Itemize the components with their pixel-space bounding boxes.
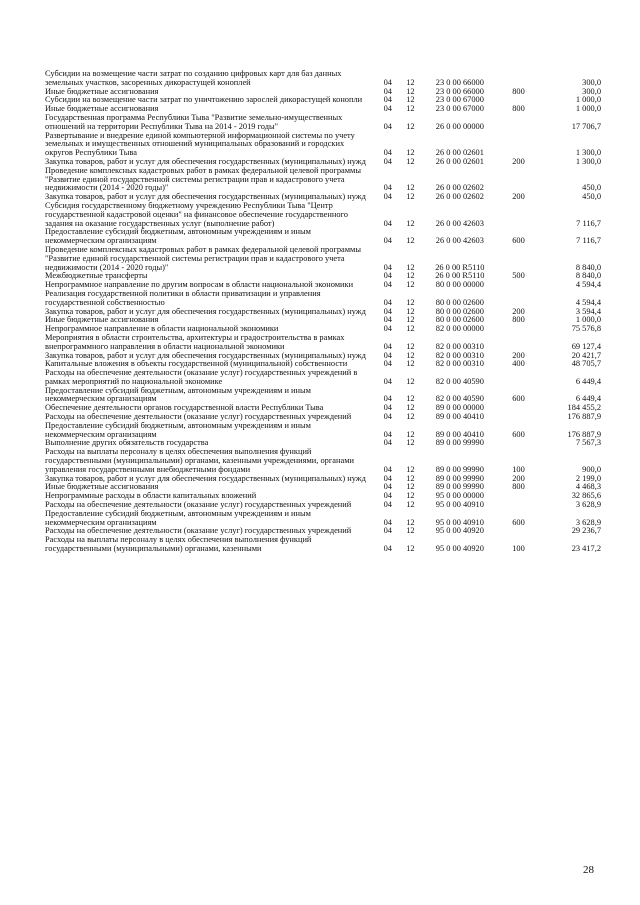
- row-expense-type: [498, 114, 539, 132]
- row-section: 04: [383, 148, 392, 158]
- row-amount: 3 628,9: [575, 500, 601, 510]
- row-target-code: 82 0 00 40590: [435, 394, 484, 404]
- row-subsection: 12: [406, 104, 415, 114]
- row-name: Капитальные вложения в объекты государственной (муниципальной) собственности: [45, 359, 348, 369]
- row-section: 04: [383, 183, 392, 193]
- table-row: [45, 290, 605, 308]
- table-row: [45, 369, 605, 387]
- row-name: Закупка товаров, работ и услуг для обеспечения государственных (муниципальных) нужд: [45, 192, 366, 202]
- row-section: 04: [383, 192, 392, 202]
- row-section: 04: [383, 324, 392, 334]
- table-row: [45, 387, 605, 405]
- row-expense-type: 800: [512, 482, 525, 492]
- row-name: Иные бюджетные ассигнования: [45, 315, 159, 325]
- row-expense-type: 600: [512, 429, 525, 439]
- table-row: [45, 228, 605, 246]
- row-amount: 1 300,0: [575, 148, 601, 158]
- row-section: 04: [383, 438, 392, 448]
- row-subsection: 12: [406, 341, 415, 351]
- row-amount: 29 236,7: [571, 526, 601, 536]
- row-section: 04: [383, 236, 392, 246]
- row-section: 04: [383, 500, 392, 510]
- row-subsection: 12: [406, 121, 415, 131]
- row-name: Выполнение других обязательств государства: [45, 438, 209, 448]
- table-row: [45, 132, 605, 158]
- row-section: 04: [383, 315, 392, 325]
- row-name: Предоставление субсидий бюджетным, автономным учреждениям и иным некоммерческим организациям: [45, 385, 311, 404]
- row-subsection: 12: [406, 280, 415, 290]
- row-subsection: 12: [406, 324, 415, 334]
- row-amount: 184 455,2: [567, 403, 601, 413]
- row-name: Расходы на обеспечение деятельности (оказание услуг) государственных учреждений: [45, 500, 352, 510]
- row-name: Иные бюджетные ассигнования: [45, 86, 159, 96]
- row-expense-type: [498, 439, 539, 448]
- row-amount: 300,0: [582, 77, 601, 87]
- row-target-code: 80 0 00 02600: [435, 315, 484, 325]
- row-expense-type: 200: [512, 192, 525, 202]
- row-expense-type: 200: [512, 306, 525, 316]
- row-expense-type: [498, 501, 539, 510]
- row-target-code: 26 0 00 42603: [435, 218, 484, 228]
- row-name: Предоставление субсидий бюджетным, автономным учреждениям и иным некоммерческим организациям: [45, 508, 311, 527]
- row-target-code: 95 0 00 00000: [435, 491, 484, 501]
- row-section: 04: [383, 464, 392, 474]
- table-row: [45, 334, 605, 352]
- row-section: 04: [383, 350, 392, 360]
- row-subsection: 12: [406, 95, 415, 105]
- row-amount: 176 887,9: [567, 429, 601, 439]
- row-name: Расходы на выплаты персоналу в целях обеспечения выполнения функций государственными (муниципальными) органами, казенными учреждениями, органами управления государственными внебюджетными фондами: [45, 447, 354, 474]
- row-expense-type: [498, 413, 539, 422]
- row-name: Закупка товаров, работ и услуг для обеспечения государственных (муниципальных) нужд: [45, 350, 366, 360]
- row-amount: 300,0: [582, 86, 601, 96]
- row-expense-type: [498, 281, 539, 290]
- row-amount: 1 300,0: [575, 156, 601, 166]
- table-row: [45, 510, 605, 528]
- row-amount: 4 468,3: [575, 482, 601, 492]
- row-expense-type: 200: [512, 473, 525, 483]
- row-target-code: 23 0 00 67000: [435, 95, 484, 105]
- row-amount: 23 417,2: [571, 544, 601, 554]
- row-subsection: 12: [406, 306, 415, 316]
- row-target-code: 82 0 00 00310: [435, 341, 484, 351]
- row-expense-type: 800: [512, 86, 525, 96]
- row-amount: 176 887,9: [567, 412, 601, 422]
- row-target-code: 23 0 00 67000: [435, 104, 484, 114]
- row-subsection: 12: [406, 359, 415, 369]
- row-expense-type: [498, 334, 539, 352]
- row-name: Закупка товаров, работ и услуг для обеспечения государственных (муниципальных) нужд: [45, 156, 366, 166]
- row-expense-type: [498, 492, 539, 501]
- row-subsection: 12: [406, 376, 415, 386]
- row-name: Реализация государственной политики в области приватизации и управления государственной собственностью: [45, 288, 321, 307]
- row-amount: 3 594,4: [575, 306, 601, 316]
- row-expense-type: 800: [512, 315, 525, 325]
- row-target-code: 89 0 00 40410: [435, 429, 484, 439]
- row-name: Расходы на выплаты персоналу в целях обеспечения выполнения функций государственными (муниципальными) органами, казенными: [45, 535, 312, 554]
- row-target-code: 95 0 00 40910: [435, 500, 484, 510]
- row-section: 04: [383, 482, 392, 492]
- row-amount: 32 865,6: [571, 491, 601, 501]
- row-subsection: 12: [406, 473, 415, 483]
- table-row: [45, 422, 605, 440]
- table-row: [45, 167, 605, 193]
- row-section: 04: [383, 376, 392, 386]
- row-section: 04: [383, 341, 392, 351]
- row-expense-type: 800: [512, 104, 525, 114]
- row-target-code: 95 0 00 40920: [435, 544, 484, 554]
- table-row: [45, 114, 605, 132]
- row-target-code: 89 0 00 99990: [435, 473, 484, 483]
- row-subsection: 12: [406, 86, 415, 96]
- row-target-code: 26 0 00 R5110: [435, 262, 485, 272]
- row-target-code: 89 0 00 99990: [435, 464, 484, 474]
- row-subsection: 12: [406, 517, 415, 527]
- row-section: 04: [383, 359, 392, 369]
- row-section: 04: [383, 262, 392, 272]
- row-name: Расходы на обеспечение деятельности (оказание услуг) государственных учреждений в рамках мероприятий по национальной экономике: [45, 368, 358, 386]
- row-name: Закупка товаров, работ и услуг для обеспечения государственных (муниципальных) нужд: [45, 306, 366, 316]
- row-amount: 7 116,7: [576, 218, 601, 228]
- row-target-code: 26 0 00 R5110: [435, 271, 485, 281]
- row-name: Иные бюджетные ассигнования: [45, 104, 159, 114]
- row-name: Предоставление субсидий бюджетным, автономным учреждениям и иным некоммерческим организациям: [45, 227, 311, 246]
- row-name: Иные бюджетные ассигнования: [45, 482, 159, 492]
- row-expense-type: 200: [512, 350, 525, 360]
- row-subsection: 12: [406, 438, 415, 448]
- row-subsection: 12: [406, 500, 415, 510]
- row-amount: 8 840,0: [575, 262, 601, 272]
- row-subsection: 12: [406, 156, 415, 166]
- row-name: Проведение комплексных кадастровых работ в рамках федеральной целевой программы "Развитие единой государственной системы регистрации прав и кадастрового учета недвижимости (2014 - 2020 годы)": [45, 244, 361, 272]
- row-name: Расходы на обеспечение деятельности (оказание услуг) государственных учреждений: [45, 412, 352, 422]
- row-section: 04: [383, 306, 392, 316]
- row-expense-type: [498, 132, 539, 158]
- row-subsection: 12: [406, 464, 415, 474]
- row-amount: 1 000,0: [575, 95, 601, 105]
- row-amount: 1 000,0: [575, 315, 601, 325]
- row-target-code: 89 0 00 99990: [435, 438, 484, 448]
- row-subsection: 12: [406, 429, 415, 439]
- table-row: [45, 448, 605, 474]
- row-target-code: 80 0 00 02600: [435, 297, 484, 307]
- row-amount: 4 594,4: [575, 280, 601, 290]
- row-expense-type: [498, 70, 539, 88]
- row-expense-type: [498, 202, 539, 228]
- row-name: Обеспечение деятельности органов государственной власти Республики Тыва: [45, 403, 324, 413]
- row-name: Расходы на обеспечение деятельности (оказание услуг) государственных учреждений: [45, 526, 352, 536]
- row-section: 04: [383, 473, 392, 483]
- row-section: 04: [383, 412, 392, 422]
- row-target-code: 95 0 00 40920: [435, 526, 484, 536]
- row-amount: 900,0: [582, 464, 601, 474]
- row-section: 04: [383, 526, 392, 536]
- row-subsection: 12: [406, 403, 415, 413]
- page-number: 28: [583, 864, 594, 876]
- row-target-code: 23 0 00 66000: [435, 77, 484, 87]
- row-section: 04: [383, 271, 392, 281]
- row-subsection: 12: [406, 350, 415, 360]
- row-subsection: 12: [406, 297, 415, 307]
- row-subsection: 12: [406, 394, 415, 404]
- row-target-code: 80 0 00 00000: [435, 280, 484, 290]
- table-row: [45, 246, 605, 272]
- row-expense-type: [498, 290, 539, 308]
- row-expense-type: 600: [512, 394, 525, 404]
- row-name: Субсидии на возмещение части затрат по созданию цифровых карт для баз данных земельных участков, засоренных дикорастущей коноплей: [45, 69, 342, 87]
- row-section: 04: [383, 297, 392, 307]
- table-row: [45, 202, 605, 228]
- row-section: 04: [383, 280, 392, 290]
- row-subsection: 12: [406, 218, 415, 228]
- row-expense-type: [498, 527, 539, 536]
- row-amount: 1 000,0: [575, 104, 601, 114]
- row-amount: 7 116,7: [576, 236, 601, 246]
- row-subsection: 12: [406, 412, 415, 422]
- row-target-code: 95 0 00 40910: [435, 517, 484, 527]
- row-expense-type: 100: [512, 544, 525, 554]
- row-amount: 75 576,8: [571, 324, 601, 334]
- row-section: 04: [383, 403, 392, 413]
- row-amount: 4 594,4: [575, 297, 601, 307]
- row-name: Мероприятия в области строительства, архитектуры и градостроительства в рамках внепрограммного направления в области национальной экономики: [45, 332, 345, 351]
- row-subsection: 12: [406, 482, 415, 492]
- row-amount: 7 567,3: [575, 438, 601, 448]
- row-expense-type: 600: [512, 236, 525, 246]
- row-name: Субсидии на возмещение части затрат по уничтожению зарослей дикорастущей конопли: [45, 95, 363, 105]
- row-target-code: 26 0 00 02602: [435, 192, 484, 202]
- row-target-code: 89 0 00 00000: [435, 403, 484, 413]
- row-subsection: 12: [406, 544, 415, 554]
- row-amount: 8 840,0: [575, 271, 601, 281]
- row-section: 04: [383, 491, 392, 501]
- budget-table: [45, 70, 605, 554]
- row-subsection: 12: [406, 315, 415, 325]
- row-section: 04: [383, 218, 392, 228]
- row-section: 04: [383, 77, 392, 87]
- row-amount: 450,0: [582, 192, 601, 202]
- row-subsection: 12: [406, 77, 415, 87]
- row-expense-type: [498, 404, 539, 413]
- row-target-code: 23 0 00 66000: [435, 86, 484, 96]
- row-expense-type: 600: [512, 517, 525, 527]
- row-name: Непрограммное направление по другим вопросам в области национальной экономики: [45, 280, 354, 290]
- row-section: 04: [383, 121, 392, 131]
- row-amount: 48 705,7: [571, 359, 601, 369]
- row-subsection: 12: [406, 236, 415, 246]
- row-amount: 3 628,9: [575, 517, 601, 527]
- row-subsection: 12: [406, 491, 415, 501]
- row-name: Межбюджетные трансферты: [45, 271, 148, 281]
- row-amount: 17 706,7: [571, 121, 601, 131]
- row-expense-type: 400: [512, 359, 525, 369]
- row-section: 04: [383, 429, 392, 439]
- row-subsection: 12: [406, 183, 415, 193]
- row-target-code: 26 0 00 42603: [435, 236, 484, 246]
- row-name: Предоставление субсидий бюджетным, автономным учреждениям и иным некоммерческим организациям: [45, 420, 311, 439]
- row-amount: 2 199,0: [575, 473, 601, 483]
- row-expense-type: 200: [512, 156, 525, 166]
- row-target-code: 89 0 00 99990: [435, 482, 484, 492]
- row-subsection: 12: [406, 526, 415, 536]
- row-section: 04: [383, 104, 392, 114]
- row-target-code: 82 0 00 00000: [435, 324, 484, 334]
- row-expense-type: 500: [512, 271, 525, 281]
- row-expense-type: [498, 246, 539, 272]
- row-target-code: 26 0 00 02602: [435, 183, 484, 193]
- row-target-code: 26 0 00 00000: [435, 121, 484, 131]
- row-target-code: 80 0 00 02600: [435, 306, 484, 316]
- row-expense-type: [498, 325, 539, 334]
- budget-table-body: [45, 70, 605, 554]
- row-amount: 450,0: [582, 183, 601, 193]
- row-expense-type: [498, 167, 539, 193]
- row-amount: 6 449,4: [575, 394, 601, 404]
- row-name: Закупка товаров, работ и услуг для обеспечения государственных (муниципальных) нужд: [45, 473, 366, 483]
- row-subsection: 12: [406, 148, 415, 158]
- row-subsection: 12: [406, 192, 415, 202]
- row-name: Субсидия государственному бюджетному учреждению Республики Тыва "Центр государственной кадастровой оценки" на финансовое обеспечение государственного задания на оказание государственных услуг (выполнение работ): [45, 200, 348, 228]
- row-target-code: 82 0 00 40590: [435, 376, 484, 386]
- row-target-code: 89 0 00 40410: [435, 412, 484, 422]
- row-name: Проведение комплексных кадастровых работ в рамках федеральной целевой программы "Развитие единой государственной системы регистрации прав и кадастрового учета недвижимости (2014 - 2020 годы)": [45, 165, 361, 193]
- row-target-code: 26 0 00 02601: [435, 156, 484, 166]
- row-name: Развертывание и внедрение единой компьютерной информационной системы по учету земельных и имущественных отношений муниципальных образований и городских округов Республики Тыва: [45, 130, 355, 158]
- row-subsection: 12: [406, 262, 415, 272]
- row-name: Государственная программа Республики Тыва "Развитие земельно-имущественных отношений на территории Республики Тыва на 2014 - 2019 годы": [45, 112, 343, 131]
- row-name: Непрограммные расходы в области капитальных вложений: [45, 491, 257, 501]
- row-target-code: 82 0 00 00310: [435, 350, 484, 360]
- row-target-code: 82 0 00 00310: [435, 359, 484, 369]
- row-amount: 6 449,4: [575, 376, 601, 386]
- table-row: [45, 536, 605, 554]
- row-section: 04: [383, 544, 392, 554]
- table-row: [45, 70, 605, 88]
- row-name: Непрограммное направление в области национальной экономики: [45, 324, 279, 334]
- row-subsection: 12: [406, 271, 415, 281]
- row-target-code: 26 0 00 02601: [435, 148, 484, 158]
- row-section: 04: [383, 95, 392, 105]
- row-amount: 69 127,4: [571, 341, 601, 351]
- row-section: 04: [383, 156, 392, 166]
- row-expense-type: 100: [512, 464, 525, 474]
- row-amount: 20 421,7: [571, 350, 601, 360]
- row-expense-type: [498, 369, 539, 387]
- row-section: 04: [383, 394, 392, 404]
- row-section: 04: [383, 517, 392, 527]
- row-section: 04: [383, 86, 392, 96]
